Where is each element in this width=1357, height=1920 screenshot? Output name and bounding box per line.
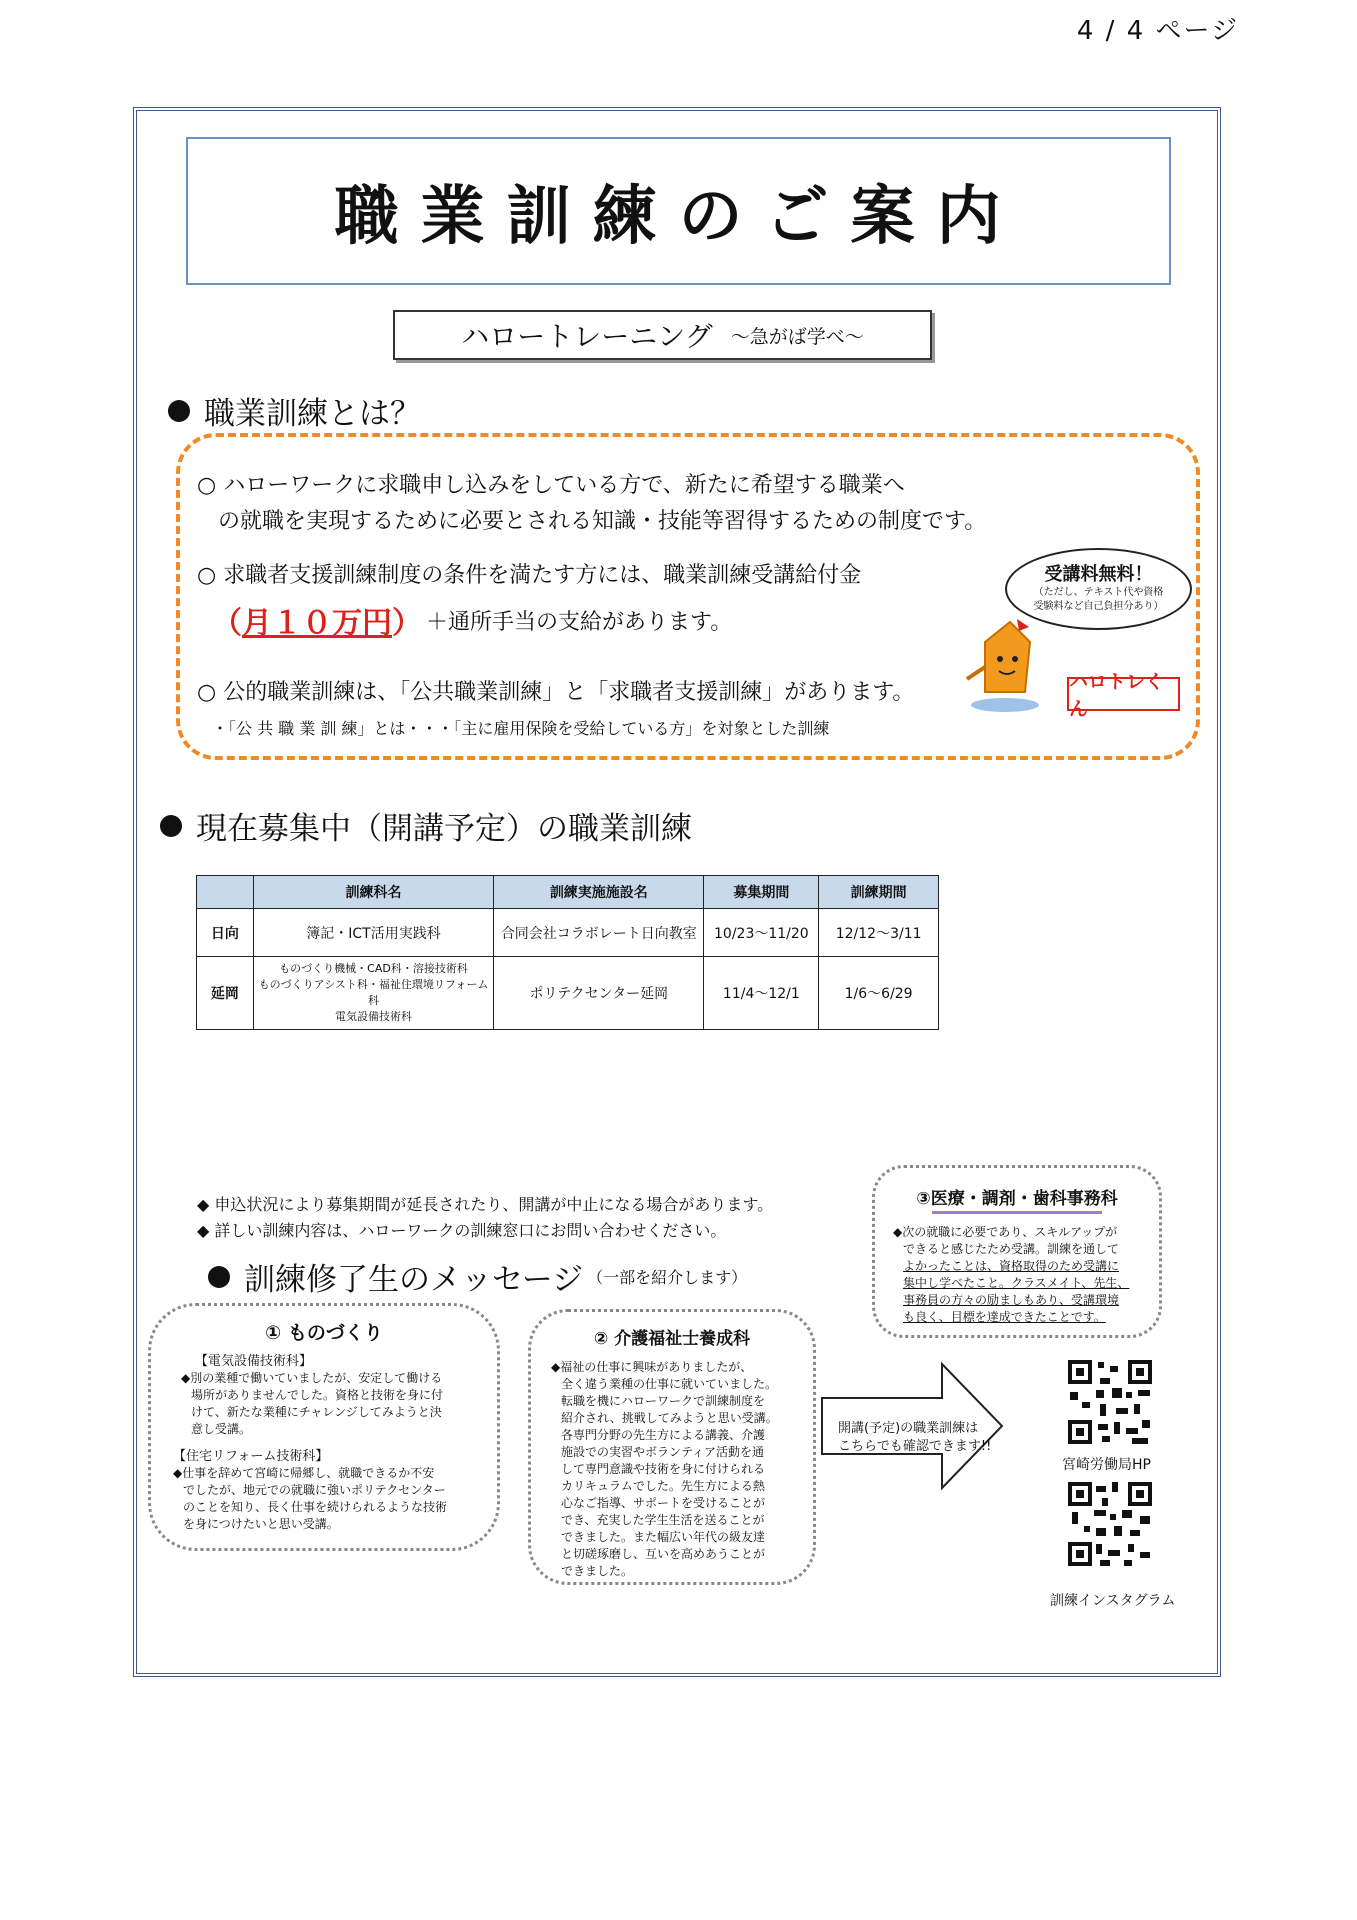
arrow-line1: 開講(予定)の職業訓練は [838, 1421, 979, 1436]
page-number: 4 / 4 ページ [1076, 16, 1239, 46]
para1-line1: ○ ハローワークに求職申し込みをしている方で、新たに希望する職業へ [197, 473, 905, 498]
section2-heading-text: 現在募集中（開講予定）の職業訓練 [196, 811, 692, 847]
arrow-line2: こちらでも確認できます!! [838, 1439, 992, 1454]
section1-heading-text: 職業訓練とは？ [204, 396, 421, 432]
qr-instagram-label: 訓練インスタグラム [1050, 1593, 1176, 1609]
section3-heading [208, 1254, 747, 1299]
note-inquiry: ◆ 詳しい訓練内容は、ハローワークの訓練窓口にお問い合わせください。 [197, 1221, 727, 1240]
qr-code-hp[interactable] [1066, 1358, 1154, 1450]
row2-course [253, 957, 493, 1030]
row2-area: 延岡 [197, 957, 254, 1030]
row1-facility: 合同会社コラボレート日向教室 [494, 909, 704, 957]
row1-recruit: 10/23～11/20 [704, 909, 819, 957]
row2-course-line2: ものづくりアシスト科・福祉住環境リフォーム科 [258, 978, 489, 1007]
qr-instagram-icon [1066, 1480, 1154, 1568]
row1-course: 簿記・ICT活用実践科 [253, 909, 493, 957]
para3-note: ・「公 共 職 業 訓 練」とは・・・「主に雇用保険を受給している方」を対象とした訓練 [212, 719, 830, 738]
bubble-line1: （ただし、テキスト代や資格 [1033, 587, 1164, 598]
row2-recruit: 11/4～12/1 [704, 957, 819, 1030]
bullet-icon [208, 1266, 230, 1288]
table-header-facility: 訓練実施施設名 [494, 876, 704, 909]
qr-code-instagram[interactable] [1066, 1480, 1154, 1572]
section2-heading [160, 803, 692, 848]
card1-text1: ◆別の業種で働いていましたが、安定して働ける 場所がありませんでした。資格と技術を身に付 けて、新たな業種にチャレンジしてみようと決 意し受講。 [181, 1371, 444, 1436]
table-row [197, 909, 939, 957]
note-extension: ◆ 申込状況により募集期間が延長されたり、開講が中止になる場合があります。 [197, 1195, 774, 1214]
course-table [196, 875, 939, 1030]
title-box [186, 137, 1171, 285]
para2-line2 [212, 598, 732, 642]
card2-title: ② 介護福祉士養成科 [593, 1329, 751, 1349]
bullet-icon [168, 400, 190, 422]
message-card-kaigo [528, 1309, 816, 1585]
benefit-amount: 月１０万円 [242, 606, 392, 641]
page-title: 職業訓練のご案内 [334, 180, 1023, 254]
hellotore-logo: ハロトレくん [1067, 677, 1180, 711]
card2-text: ◆福祉の仕事に興味がありましたが、 全く違う業種の仕事に就いていました。 転職を機にハローワークで訓練制度を 紹介され、挑戦してみようと思い受講。 各専門分野の先生方による講義、介護 施設での実習やボランティア活動を通 して専門意識や技術を身に付けられる カリキュラムでした。先生方による熱 心なご指導、サポートを受けることが でき、充実した学生生活を送ることが できました。また幅広い年代の級友達 と切磋琢磨し、互いを高めあうことが できました。 [551, 1360, 778, 1578]
bubble-title: 受講料無料！ [1044, 564, 1153, 585]
table-row [197, 957, 939, 1030]
qr-hp-label: 宮崎労働局HP [1062, 1457, 1151, 1473]
row2-course-line3: 電気設備技術科 [335, 1010, 412, 1023]
table-header-period: 訓練期間 [819, 876, 939, 909]
para3: ○ 公的職業訓練は、「公共職業訓練」と「求職者支援訓練」があります。 [197, 680, 915, 705]
table-header-course: 訓練科名 [253, 876, 493, 909]
para1-line2: の就職を実現するために必要とされる知識・技能等習得するための制度です。 [218, 509, 987, 534]
card1-text2: ◆仕事を辞めて宮崎に帰郷し、就職できるか不安 でしたが、地元での就職に強いポリテクセンター のことを知り、長く仕事を続けられるような技術 を身につけたいと思い受講。 [173, 1466, 448, 1531]
message-card-iryo [872, 1165, 1162, 1338]
paren-close: ） [392, 606, 422, 641]
paren-open: （ [212, 606, 242, 641]
para2-line1: ○ 求職者支援訓練制度の条件を満たす方には、職業訓練受講給付金 [197, 563, 862, 588]
benefit-rest: ＋通所手当の支給があります。 [426, 609, 733, 635]
row2-period: 1/6～6/29 [819, 957, 939, 1030]
row1-period: 12/12～3/11 [819, 909, 939, 957]
row2-facility: ポリテクセンター延岡 [494, 957, 704, 1030]
section3-heading-note: （一部を紹介します） [587, 1268, 748, 1287]
card3-title: ③医療・調剤・歯科事務科 [916, 1189, 1118, 1209]
table-header-recruit: 募集期間 [704, 876, 819, 909]
bullet-icon [160, 815, 182, 837]
card3-underline [932, 1211, 1102, 1214]
row2-course-line1: ものづくり機械・CAD科・溶接技術科 [279, 962, 468, 975]
card1-subtitle1: 【電気設備技術科】 [195, 1354, 313, 1369]
table-header-area [197, 876, 254, 909]
subtitle-tag: ～急がば学べ～ [730, 325, 864, 348]
table-header-row [197, 876, 939, 909]
mascot-icon [955, 617, 1055, 717]
arrow-text [838, 1420, 991, 1456]
message-card-monozukuri [148, 1303, 500, 1551]
section1-heading [168, 388, 421, 433]
qr-hp-icon [1066, 1358, 1154, 1446]
bubble-line2: 受験料など自己負担分あり） [1033, 601, 1164, 612]
row1-area: 日向 [197, 909, 254, 957]
section3-heading-text: 訓練修了生のメッセージ [244, 1262, 584, 1298]
card3-text: ◆次の就職に必要であり、スキルアップが できると感じたため受講。訓練を通して よかったことは、資格取得のため受講に 集中し学べたこと。クラスメイト、先生、 事務員の方々の励ましもあり、受講環境 も良く、目標を達成できたことです。 [893, 1225, 1130, 1324]
card1-title: ① ものづくり [265, 1322, 383, 1344]
card1-subtitle2: 【住宅リフォーム技術科】 [173, 1449, 329, 1464]
subtitle-box [393, 310, 932, 360]
subtitle-main: ハロートレーニング [461, 320, 713, 353]
